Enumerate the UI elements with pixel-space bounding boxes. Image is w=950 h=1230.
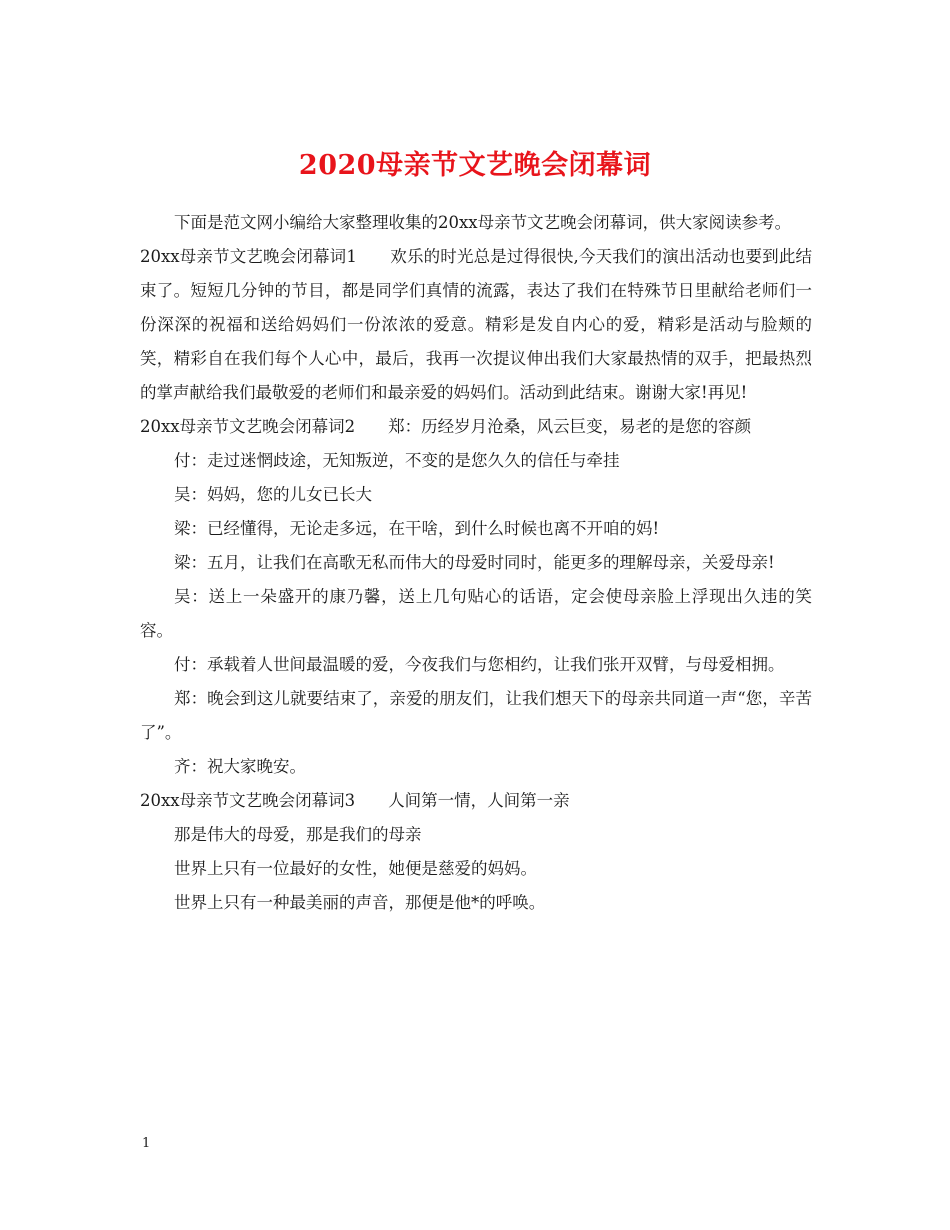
paragraph: 梁：已经懂得，无论走多远，在干啥，到什么时候也离不开咱的妈! <box>174 519 660 538</box>
paragraph: 郑：晚会到这儿就要结束了，亲爱的朋友们，让我们想天下的母亲共同道一声“您，辛苦了”。 <box>140 689 812 742</box>
paragraph: 付：承载着人世间最温暖的爱，今夜我们与您相约，让我们张开双臂，与母爱相拥。 <box>174 655 785 674</box>
paragraph: 吴：妈妈，您的儿女已长大 <box>174 485 372 504</box>
document-body <box>140 206 812 920</box>
paragraph: 20xx母亲节文艺晚会闭幕词1 欢乐的时光总是过得很快,今天我们的演出活动也要到此结束了。短短几分钟的节目，都是同学们真情的流露，表达了我们在特殊节日里献给老师们一份深深的祝福和送给妈妈们一份浓浓的爱意。精彩是发自内心的爱，精彩是活动与脸颊的笑，精彩自在我们每个人心中，最后，我再一次提议伸出我们大家最热情的双手，把最热烈的掌声献给我们最敬爱的老师们和最亲爱的妈妈们。活动到此结束。谢谢大家!再见! <box>140 247 812 402</box>
paragraph: 付：走过迷惘歧途，无知叛逆，不变的是您久久的信任与牵挂 <box>174 451 620 470</box>
paragraph: 下面是范文网小编给大家整理收集的20xx母亲节文艺晚会闭幕词，供大家阅读参考。 <box>174 213 792 232</box>
page-number: 1 <box>142 1136 151 1151</box>
paragraph: 吴：送上一朵盛开的康乃馨，送上几句贴心的话语，定会使母亲脸上浮现出久违的笑容。 <box>140 587 812 640</box>
document-title: 2020母亲节文艺晚会闭幕词 <box>298 150 652 182</box>
paragraph: 梁：五月，让我们在高歌无私而伟大的母爱时同时，能更多的理解母亲，关爱母亲! <box>174 553 775 572</box>
paragraph: 世界上只有一种最美丽的声音，那便是他*的呼唤。 <box>174 893 546 912</box>
paragraph: 20xx母亲节文艺晚会闭幕词3 人间第一情，人间第一亲 <box>140 791 570 810</box>
paragraph: 齐：祝大家晚安。 <box>174 757 306 776</box>
paragraph: 世界上只有一位最好的女性，她便是慈爱的妈妈。 <box>174 859 537 878</box>
paragraph: 20xx母亲节文艺晚会闭幕词2 郑：历经岁月沧桑，风云巨变，易老的是您的容颜 <box>140 417 752 436</box>
paragraph: 那是伟大的母爱，那是我们的母亲 <box>174 825 422 844</box>
